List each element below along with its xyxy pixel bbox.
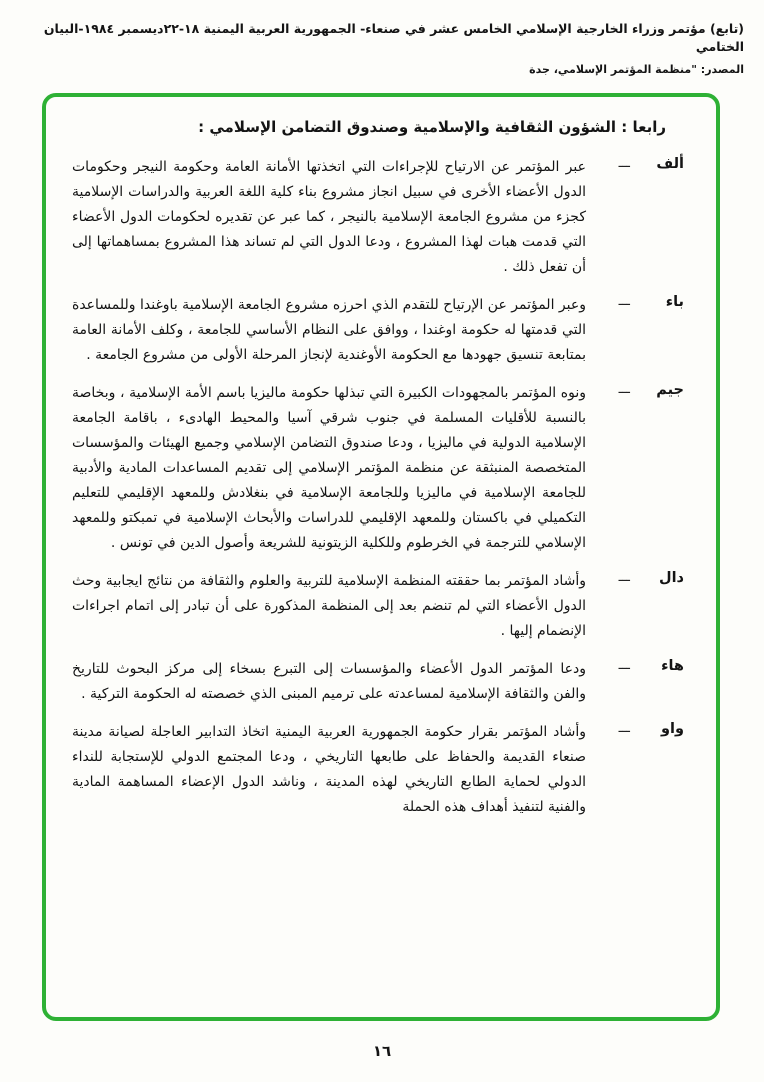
item-dash: ـــ: [618, 156, 630, 171]
item-dash: ـــ: [618, 570, 630, 585]
list-item-dal: [72, 569, 684, 644]
list-item-alif: [72, 155, 684, 280]
page-number: ١٦: [372, 1042, 392, 1060]
item-label-baa: باء: [665, 294, 684, 310]
list-item-haa: [72, 657, 684, 707]
header-title: (تابع) مؤتمر وزراء الخارجية الإسلامي الخامس عشر في صنعاء- الجمهورية العربية اليمنية ١٨-٢٢ديسمبر ١٩٨٤-البيان الختامي: [43, 21, 744, 54]
item-label-jeem: جيم: [656, 382, 684, 398]
item-text-baa: وعبر المؤتمر عن الإرتياح للتقدم الذي احرزه مشروع الجامعة الإسلامية باوغندا وللمساعدة التي قدمتها له حكومة اوغندا ، ووافق على النظام الأساسي للجامعة ، وكلف الأمانة العامة بمتابعة تنسيق جهودها مع الحكومة الأوغندية لإنجاز المرحلة الأولى من مشروع الجامعة .: [72, 297, 586, 363]
item-dash: ـــ: [618, 721, 630, 736]
section-title: رابعا : الشؤون الثقافية والإسلامية وصندوق التضامن الإسلامي :: [198, 118, 666, 136]
header-source: المصدر: "منظمة المؤتمر الإسلامي، جدة: [529, 63, 744, 76]
item-dash: ـــ: [618, 382, 630, 397]
item-label-dal: دال: [659, 570, 684, 586]
item-text-alif: عبر المؤتمر عن الارتياح للإجراءات التي اتخذتها الأمانة العامة وحكومة النيجر وحكومات الدول الأعضاء الأخرى في سبيل انجاز مشروع بناء كلية اللغة العربية والدراسات الإسلامية كجزء من مشروع الجامعة الإسلامية بالنيجر ، كما عبر عن تقديره لحكومات الدول الأعضاء التي قدمت هبات لهذا المشروع ، ودعا الدول التي لم تساند هذا المشروع بمساهماتها إلى أن تفعل ذلك .: [72, 159, 586, 275]
item-label-haa: هاء: [661, 658, 684, 674]
item-dash: ـــ: [618, 658, 630, 673]
item-text-jeem: ونوه المؤتمر بالمجهودات الكبيرة التي تبذلها حكومة ماليزيا باسم الأمة الإسلامية ، وبخاصة بالنسبة للأقليات المسلمة في جنوب شرقي آسيا والمحيط الهادىء ، باقامة الجامعة الإسلامية الدولية في ماليزيا ، ودعا صندوق التضامن الإسلامي وجميع الهيئات والمؤسسات المتخصصة المنبثقة عن منظمة المؤتمر الإسلامي إلى تقديم المساعدات المادية والأدبية للجامعة الإسلامية في ماليزيا وللجامعة الإسلامية في بنغلادش وللمعهد الإقليمي للتعليم التكميلي في باكستان وللمعهد الإقليمي للدراسات والأبحاث الإسلامية في تمبكتو وللمعهد الإسلامي للترجمة في الخرطوم وللكلية الزيتونية للشريعة وأصول الدين في تونس .: [72, 385, 586, 551]
list-item-baa: [72, 293, 684, 368]
item-text-waw: وأشاد المؤتمر بقرار حكومة الجمهورية العربية اليمنية اتخاذ التدابير العاجلة لصيانة مدينة صنعاء القديمة والحفاظ على طابعها التاريخي ، ودعا المجتمع الدولي للإستجابة للنداء الدولي لحماية الطابع التاريخي لهذه المدينة ، وناشد الدول الإعضاء المساهمة المادية والفنية لتنفيذ أهداف هذه الحملة: [72, 724, 586, 815]
document-header: [20, 20, 744, 76]
item-dash: ـــ: [618, 294, 630, 309]
list-item-waw: [72, 720, 684, 820]
item-text-haa: ودعا المؤتمر الدول الأعضاء والمؤسسات إلى التبرع بسخاء إلى مركز البحوث للتاريخ والفن والثقافة الإسلامية لمساعدته على ترميم المبنى الذي خصصته له الحكومة التركية .: [72, 661, 586, 702]
item-label-alif: ألف: [656, 156, 684, 172]
content-border-box: [42, 93, 720, 1021]
item-text-dal: وأشاد المؤتمر بما حققته المنظمة الإسلامية للتربية والعلوم والثقافة من نتائج ايجابية وحث الدول الأعضاء التي لم تنضم بعد إلى المنظمة المذكورة على أن تبادر إلى اتمام اجراءات الإنضمام إليها .: [72, 573, 586, 639]
list-item-jeem: [72, 381, 684, 556]
item-label-waw: واو: [661, 721, 684, 737]
